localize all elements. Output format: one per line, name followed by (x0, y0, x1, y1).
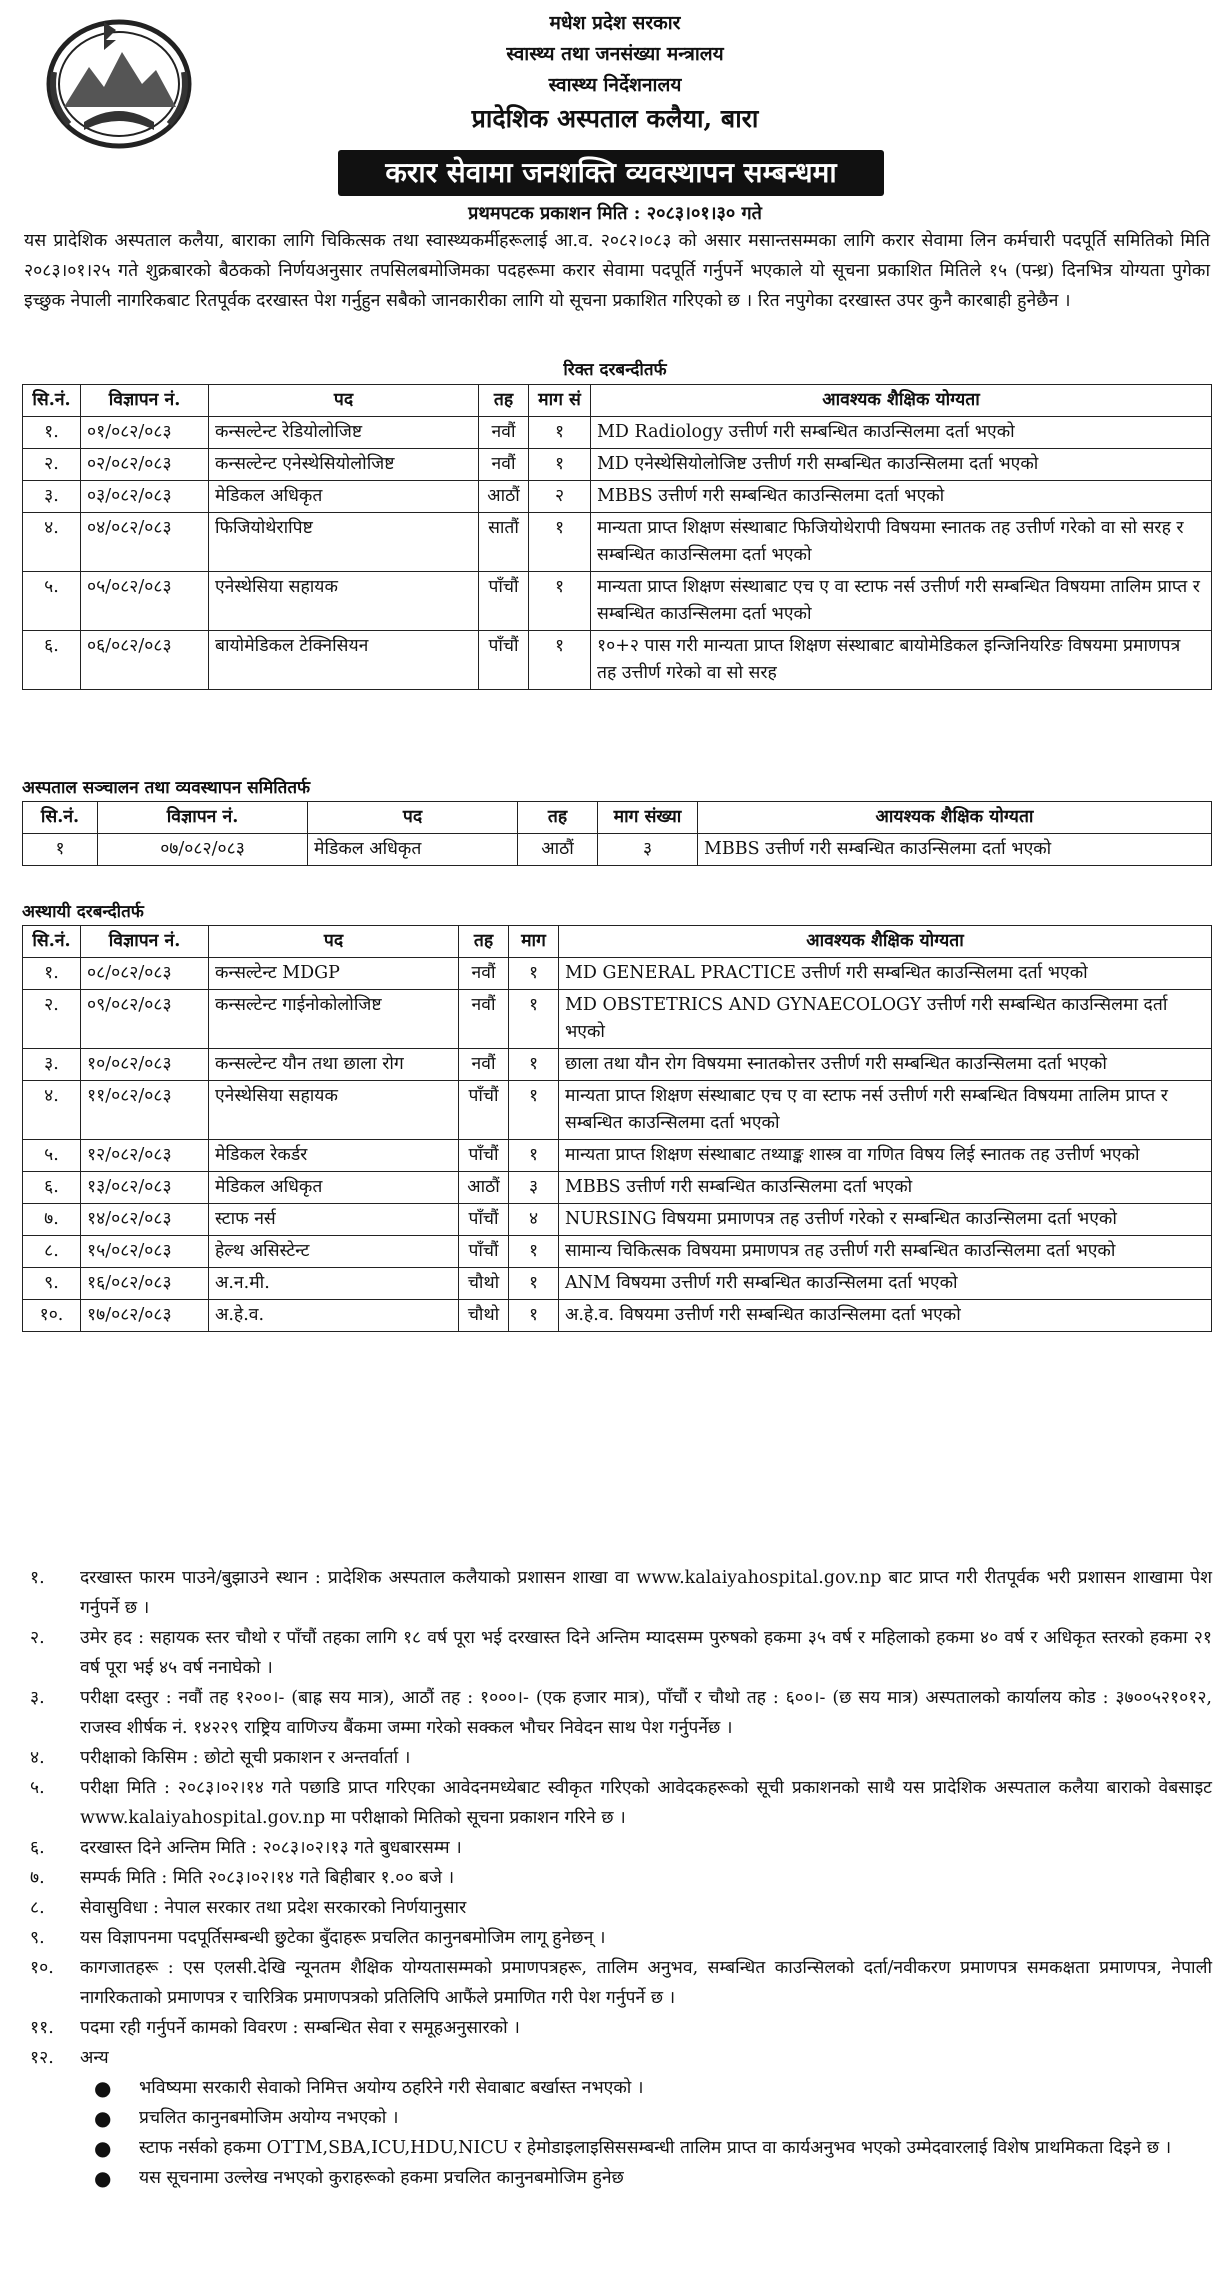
condition-number: १. (30, 1568, 45, 1588)
column-header: माग (509, 926, 559, 958)
qualification-cell: MBBS उत्तीर्ण गरी सम्बन्धित काउन्सिलमा दर्ता भएको (559, 1172, 1212, 1204)
level-cell: नवौं (459, 958, 509, 990)
column-header: पद (209, 926, 459, 958)
level-cell: आठौं (459, 1172, 509, 1204)
qualification-cell: MBBS उत्तीर्ण गरी सम्बन्धित काउन्सिलमा दर्ता भएको (698, 834, 1212, 866)
advert-number-cell: ११/०८२/०८३ (81, 1081, 209, 1140)
column-header: आवश्यक शैक्षिक योग्यता (559, 926, 1212, 958)
condition-number: ७. (30, 1868, 45, 1888)
level-cell: नवौं (479, 449, 529, 481)
condition-text: पदमा रही गर्नुपर्ने कामको विवरण : सम्बन्धित सेवा र समूहअनुसारको । (80, 2018, 520, 2038)
advert-number-cell: ०३/०८२/०८३ (81, 481, 209, 513)
header-hospital: प्रादेशिक अस्पताल कलैया, बारा (471, 104, 759, 133)
qualification-cell: १०+२ पास गरी मान्यता प्राप्त शिक्षण संस्थाबाट बायोमेडिकल इन्जिनियरिङ विषयमा प्रमाणपत्र तह उत्तीर्ण गरेको वा सो सरह (591, 631, 1212, 690)
qualification-cell: MD Radiology उत्तीर्ण गरी सम्बन्धित काउन्सिलमा दर्ता भएको (591, 417, 1212, 449)
advert-number-cell: ०२/०८२/०८३ (81, 449, 209, 481)
intro-paragraph: यस प्रादेशिक अस्पताल कलैया, बाराका लागि चिकित्सक तथा स्वास्थ्यकर्मीहरूलाई आ.व. २०८२।०८३ को असार मसान्तसम्मका लागि करार सेवामा लिन कर्मचारी पदपूर्ति समितिको मिति २०८३।०१।२५ गते शुक्रबारको बैठकको निर्णयअनुसार तपसिलबमोजिमका पदहरूमा करार सेवामा पदपूर्ति गर्नुपर्ने भएकाले यो सूचना प्रकाशित मितिले १५ (पन्ध्र) दिनभित्र योग्यता पुगेका इच्छुक नेपाली नागरिकबाट रितपूर्वक दरखास्त पेश गर्नुहुन सबैको जानकारीका लागि यो सूचना प्रकाशित गरिएको छ । रित नपुगेका दरखास्त उपर कुनै कारबाही हुनेछैन । (24, 231, 1210, 311)
position-cell: कन्सल्टेन्ट MDGP (209, 958, 459, 990)
table1-title: रिक्त दरबन्दीतर्फ (563, 360, 667, 380)
column-header: पद (308, 802, 518, 834)
serial-cell: ४. (23, 1081, 81, 1140)
advert-number-cell: ०६/०८२/०८३ (81, 631, 209, 690)
column-header: सि.नं. (23, 802, 98, 834)
bullet-dot-icon: ● (94, 2106, 112, 2130)
serial-cell: ५. (23, 572, 81, 631)
other-conditions-bullets (22, 2073, 1212, 2193)
table-row (23, 1204, 1212, 1236)
advert-number-cell: ०५/०८२/०८३ (81, 572, 209, 631)
header-province: मधेश प्रदेश सरकार (549, 12, 681, 34)
condition-text: अन्य (80, 2048, 109, 2068)
bullet-dot-icon: ● (94, 2136, 112, 2160)
level-cell: पाँचौं (459, 1236, 509, 1268)
condition-item (22, 1773, 1212, 1833)
position-cell: मेडिकल अधिकृत (209, 1172, 459, 1204)
condition-text: परीक्षा मिति : २०८३।०२।१४ गते पछाडि प्राप्त गरिएका आवेदनमध्येबाट स्वीकृत गरिएको आवेदकहरूको सूची प्रकाशनको साथै यस प्रादेशिक अस्पताल कलैया बाराको वेबसाइट www.kalaiyahospital.gov.np मा परीक्षाको मितिको सूचना प्रकाशन गरिने छ । (80, 1778, 1212, 1828)
position-cell: मेडिकल रेकर्डर (209, 1140, 459, 1172)
quantity-cell: १ (529, 417, 591, 449)
level-cell: पाँचौं (459, 1140, 509, 1172)
table-row (23, 834, 1212, 866)
condition-item (22, 1623, 1212, 1683)
condition-number: ४. (30, 1748, 45, 1768)
position-cell: मेडिकल अधिकृत (209, 481, 479, 513)
vacancy-table-temporary (22, 925, 1212, 1332)
serial-cell: २. (23, 449, 81, 481)
position-cell: मेडिकल अधिकृत (308, 834, 518, 866)
condition-item (22, 1683, 1212, 1743)
condition-item (22, 1923, 1212, 1953)
qualification-cell: मान्यता प्राप्त शिक्षण संस्थाबाट तथ्याङ्क शास्त्र वा गणित विषय लिई स्नातक तह उत्तीर्ण भएको (559, 1140, 1212, 1172)
condition-text: सेवासुविधा : नेपाल सरकार तथा प्रदेश सरकारको निर्णयानुसार (80, 1898, 467, 1918)
quantity-cell: १ (509, 1049, 559, 1081)
table-row (23, 1236, 1212, 1268)
advert-number-cell: ०८/०८२/०८३ (81, 958, 209, 990)
advert-number-cell: १५/०८२/०८३ (81, 1236, 209, 1268)
bullet-item (72, 2133, 1212, 2163)
condition-item (22, 1893, 1212, 1923)
serial-cell: ९. (23, 1268, 81, 1300)
table-row (23, 1300, 1212, 1332)
position-cell: एनेस्थेसिया सहायक (209, 1081, 459, 1140)
bullet-text: स्टाफ नर्सको हकमा OTTM,SBA,ICU,HDU,NICU र हेमोडाइलाइसिससम्बन्धी तालिम प्राप्त वा कार्यअनुभव भएको उम्मेदवारलाई विशेष प्राथमिकता दिइने छ । (139, 2138, 1172, 2158)
advert-number-cell: १७/०८२/०८३ (81, 1300, 209, 1332)
condition-text: सम्पर्क मिति : मिति २०८३।०२।१४ गते बिहीबार १.०० बजे । (80, 1868, 455, 1888)
advert-number-cell: १०/०८२/०८३ (81, 1049, 209, 1081)
bullet-item (72, 2163, 1212, 2193)
qualification-cell: MBBS उत्तीर्ण गरी सम्बन्धित काउन्सिलमा दर्ता भएको (591, 481, 1212, 513)
table-row (23, 1081, 1212, 1140)
level-cell: आठौं (518, 834, 598, 866)
advert-number-cell: ०१/०८२/०८३ (81, 417, 209, 449)
level-cell: चौथो (459, 1268, 509, 1300)
condition-text: परीक्षा दस्तुर : नवौं तह १२००।- (बाह्र सय मात्र), आठौं तह : १०००।- (एक हजार मात्र), पाँचौं र चौथो तह : ६००।- (छ सय मात्र) अस्पतालको कार्यालय कोड : ३७००५२१०१२, राजस्व शीर्षक नं. १४२२९ राष्ट्रिय वाणिज्य बैंकमा जम्मा गरेको सक्कल भौचर निवेदन साथ पेश गर्नुपर्नेछ । (80, 1688, 1212, 1738)
qualification-cell: MD GENERAL PRACTICE उत्तीर्ण गरी सम्बन्धित काउन्सिलमा दर्ता भएको (559, 958, 1212, 990)
column-header: तह (518, 802, 598, 834)
level-cell: सातौं (479, 513, 529, 572)
condition-number: ५. (30, 1778, 45, 1798)
serial-cell: ३. (23, 1049, 81, 1081)
condition-number: ३. (30, 1688, 45, 1708)
qualification-cell: मान्यता प्राप्त शिक्षण संस्थाबाट एच ए वा स्टाफ नर्स उत्तीर्ण गरी सम्बन्धित विषयमा तालिम प्राप्त र सम्बन्धित काउन्सिलमा दर्ता भएको (591, 572, 1212, 631)
column-header: विज्ञापन नं. (98, 802, 308, 834)
level-cell: नवौं (459, 990, 509, 1049)
header-ministry: स्वास्थ्य तथा जनसंख्या मन्त्रालय (506, 43, 724, 65)
quantity-cell: १ (529, 631, 591, 690)
bullet-item (72, 2103, 1212, 2133)
qualification-cell: NURSING विषयमा प्रमाणपत्र तह उत्तीर्ण गरेको र सम्बन्धित काउन्सिलमा दर्ता भएको (559, 1204, 1212, 1236)
serial-cell: १. (23, 417, 81, 449)
advert-number-cell: १३/०८२/०८३ (81, 1172, 209, 1204)
serial-cell: ६. (23, 631, 81, 690)
position-cell: अ.न.मी. (209, 1268, 459, 1300)
quantity-cell: २ (529, 481, 591, 513)
bullet-dot-icon: ● (94, 2076, 112, 2100)
serial-cell: ५. (23, 1140, 81, 1172)
serial-cell: १०. (23, 1300, 81, 1332)
advert-number-cell: ०४/०८२/०८३ (81, 513, 209, 572)
column-header: सि.नं. (23, 385, 81, 417)
table-row (23, 1140, 1212, 1172)
condition-text: दरखास्त फारम पाउने/बुझाउने स्थान : प्रादेशिक अस्पताल कलैयाको प्रशासन शाखा वा www.kalaiyahospital.gov.np बाट प्राप्त गरी रीतपूर्वक भरी प्रशासन शाखामा पेश गर्नुपर्ने छ । (80, 1568, 1212, 1618)
position-cell: कन्सल्टेन्ट एनेस्थेसियोलोजिष्ट (209, 449, 479, 481)
serial-cell: ८. (23, 1236, 81, 1268)
quantity-cell: १ (509, 958, 559, 990)
serial-cell: २. (23, 990, 81, 1049)
table-row (23, 481, 1212, 513)
bullet-text: प्रचलित कानुनबमोजिम अयोग्य नभएको । (139, 2108, 399, 2128)
serial-cell: १. (23, 958, 81, 990)
qualification-cell: मान्यता प्राप्त शिक्षण संस्थाबाट फिजियोथेरापी विषयमा स्नातक तह उत्तीर्ण गरेको वा सो सरह र सम्बन्धित काउन्सिलमा दर्ता भएको (591, 513, 1212, 572)
quantity-cell: ४ (509, 1204, 559, 1236)
quantity-cell: १ (529, 572, 591, 631)
condition-number: २. (30, 1628, 45, 1648)
table3-title: अस्थायी दरबन्दीतर्फ (22, 902, 144, 922)
quantity-cell: १ (529, 513, 591, 572)
serial-cell: ६. (23, 1172, 81, 1204)
table-row (23, 417, 1212, 449)
level-cell: नवौं (459, 1049, 509, 1081)
serial-cell: ४. (23, 513, 81, 572)
bullet-text: भविष्यमा सरकारी सेवाको निमित्त अयोग्य ठहरिने गरी सेवाबाट बर्खास्त नभएको । (139, 2078, 644, 2098)
position-cell: बायोमेडिकल टेक्निसियन (209, 631, 479, 690)
quantity-cell: १ (509, 990, 559, 1049)
column-header: पद (209, 385, 479, 417)
quantity-cell: १ (509, 1081, 559, 1140)
table-row (23, 513, 1212, 572)
header-directorate: स्वास्थ्य निर्देशनालय (548, 74, 682, 96)
level-cell: चौथो (459, 1300, 509, 1332)
position-cell: अ.हे.व. (209, 1300, 459, 1332)
level-cell: नवौं (479, 417, 529, 449)
quantity-cell: १ (509, 1236, 559, 1268)
serial-cell: ७. (23, 1204, 81, 1236)
qualification-cell: सामान्य चिकित्सक विषयमा प्रमाणपत्र तह उत्तीर्ण गरी सम्बन्धित काउन्सिलमा दर्ता भएको (559, 1236, 1212, 1268)
qualification-cell: अ.हे.व. विषयमा उत्तीर्ण गरी सम्बन्धित काउन्सिलमा दर्ता भएको (559, 1300, 1212, 1332)
table-row (23, 572, 1212, 631)
vacancy-table-committee (22, 801, 1212, 866)
letterhead (0, 8, 1230, 137)
qualification-cell: छाला तथा यौन रोग विषयमा स्नातकोत्तर उत्तीर्ण गरी सम्बन्धित काउन्सिलमा दर्ता भएको (559, 1049, 1212, 1081)
advert-number-cell: १४/०८२/०८३ (81, 1204, 209, 1236)
condition-text: यस विज्ञापनमा पदपूर्तिसम्बन्धी छुटेका बुँदाहरू प्रचलित कानुनबमोजिम लागू हुनेछन् । (80, 1928, 606, 1948)
table-row (23, 958, 1212, 990)
quantity-cell: १ (509, 1300, 559, 1332)
table-row (23, 1268, 1212, 1300)
column-header: विज्ञापन नं. (81, 385, 209, 417)
table-header-row (23, 385, 1212, 417)
column-header: सि.नं. (23, 926, 81, 958)
column-header: तह (479, 385, 529, 417)
position-cell: स्टाफ नर्स (209, 1204, 459, 1236)
table-row (23, 631, 1212, 690)
advert-number-cell: ०९/०८२/०८३ (81, 990, 209, 1049)
column-header: माग संख्या (598, 802, 698, 834)
table-row (23, 990, 1212, 1049)
quantity-cell: ३ (509, 1172, 559, 1204)
position-cell: फिजियोथेरापिष्ट (209, 513, 479, 572)
quantity-cell: १ (509, 1268, 559, 1300)
condition-number: १०. (30, 1958, 54, 1978)
level-cell: आठौं (479, 481, 529, 513)
qualification-cell: मान्यता प्राप्त शिक्षण संस्थाबाट एच ए वा स्टाफ नर्स उत्तीर्ण गरी सम्बन्धित विषयमा तालिम प्राप्त र सम्बन्धित काउन्सिलमा दर्ता भएको (559, 1081, 1212, 1140)
table-row (23, 449, 1212, 481)
condition-item (22, 1863, 1212, 1893)
serial-cell: १ (23, 834, 98, 866)
condition-number: ८. (30, 1898, 45, 1918)
table-row (23, 1172, 1212, 1204)
condition-text: दरखास्त दिने अन्तिम मिति : २०८३।०२।१३ गते बुधबारसम्म । (80, 1838, 462, 1858)
qualification-cell: ANM विषयमा उत्तीर्ण गरी सम्बन्धित काउन्सिलमा दर्ता भएको (559, 1268, 1212, 1300)
qualification-cell: MD OBSTETRICS AND GYNAECOLOGY उत्तीर्ण गरी सम्बन्धित काउन्सिलमा दर्ता भएको (559, 990, 1212, 1049)
publication-date: प्रथमपटक प्रकाशन मिति : २०८३।०१।३० गते (468, 203, 762, 224)
condition-item (22, 2043, 1212, 2073)
quantity-cell: १ (529, 449, 591, 481)
notice-title-banner: करार सेवामा जनशक्ति व्यवस्थापन सम्बन्धमा (338, 150, 884, 196)
column-header: आयश्यक शैक्षिक योग्यता (698, 802, 1212, 834)
conditions-list (22, 1563, 1212, 2073)
qualification-cell: MD एनेस्थेसियोलोजिष्ट उत्तीर्ण गरी सम्बन्धित काउन्सिलमा दर्ता भएको (591, 449, 1212, 481)
bullet-dot-icon: ● (94, 2166, 112, 2190)
bullet-text: यस सूचनामा उल्लेख नभएको कुराहरूको हकमा प्रचलित कानुनबमोजिम हुनेछ (139, 2168, 624, 2188)
advert-number-cell: १२/०८२/०८३ (81, 1140, 209, 1172)
level-cell: पाँचौं (479, 631, 529, 690)
position-cell: एनेस्थेसिया सहायक (209, 572, 479, 631)
level-cell: पाँचौं (459, 1204, 509, 1236)
condition-text: कागजातहरू : एस एलसी.देखि न्यूनतम शैक्षिक योग्यतासम्मको प्रमाणपत्रहरू, तालिम अनुभव, सम्बन्धित काउन्सिलको दर्ता/नवीकरण प्रमाणपत्र समकक्षता प्रमाणपत्र, नेपाली नागरिकताको प्रमाणपत्र र चारित्रिक प्रमाणपत्रको प्रतिलिपि आफैंले प्रमाणित गरी पेश गर्नुपर्ने छ । (80, 1958, 1212, 2008)
advert-number-cell: ०७/०८२/०८३ (98, 834, 308, 866)
table-header-row (23, 926, 1212, 958)
position-cell: कन्सल्टेन्ट यौन तथा छाला रोग (209, 1049, 459, 1081)
table-header-row (23, 802, 1212, 834)
column-header: तह (459, 926, 509, 958)
column-header: विज्ञापन नं. (81, 926, 209, 958)
table-row (23, 1049, 1212, 1081)
column-header: माग सं (529, 385, 591, 417)
vacancy-table-regular (22, 384, 1212, 690)
condition-item (22, 1953, 1212, 2013)
column-header: आवश्यक शैक्षिक योग्यता (591, 385, 1212, 417)
condition-number: १२. (30, 2048, 54, 2068)
condition-number: ९. (30, 1928, 45, 1948)
condition-item (22, 1833, 1212, 1863)
condition-number: ६. (30, 1838, 45, 1858)
level-cell: पाँचौं (459, 1081, 509, 1140)
condition-text: उमेर हद : सहायक स्तर चौथो र पाँचौं तहका लागि १८ वर्ष पूरा भई दरखास्त दिने अन्तिम म्यादसम्म पुरुषको हकमा ३५ वर्ष र महिलाको हकमा ४० वर्ष र अधिकृत स्तरको हकमा २१ वर्ष पूरा भई ४५ वर्ष ननाघेको । (80, 1628, 1212, 1678)
quantity-cell: ३ (598, 834, 698, 866)
condition-item (22, 2013, 1212, 2043)
condition-number: ११. (30, 2018, 54, 2038)
level-cell: पाँचौं (479, 572, 529, 631)
position-cell: कन्सल्टेन्ट गाईनोकोलोजिष्ट (209, 990, 459, 1049)
position-cell: हेल्थ असिस्टेन्ट (209, 1236, 459, 1268)
bullet-item (72, 2073, 1212, 2103)
condition-item (22, 1743, 1212, 1773)
table2-title: अस्पताल सञ्चालन तथा व्यवस्थापन समितितर्फ (22, 778, 311, 798)
condition-text: परीक्षाको किसिम : छोटो सूची प्रकाशन र अन्तर्वार्ता । (80, 1748, 411, 1768)
serial-cell: ३. (23, 481, 81, 513)
advert-number-cell: १६/०८२/०८३ (81, 1268, 209, 1300)
position-cell: कन्सल्टेन्ट रेडियोलोजिष्ट (209, 417, 479, 449)
notice-conditions (22, 1563, 1212, 2193)
condition-item (22, 1563, 1212, 1623)
quantity-cell: १ (509, 1140, 559, 1172)
